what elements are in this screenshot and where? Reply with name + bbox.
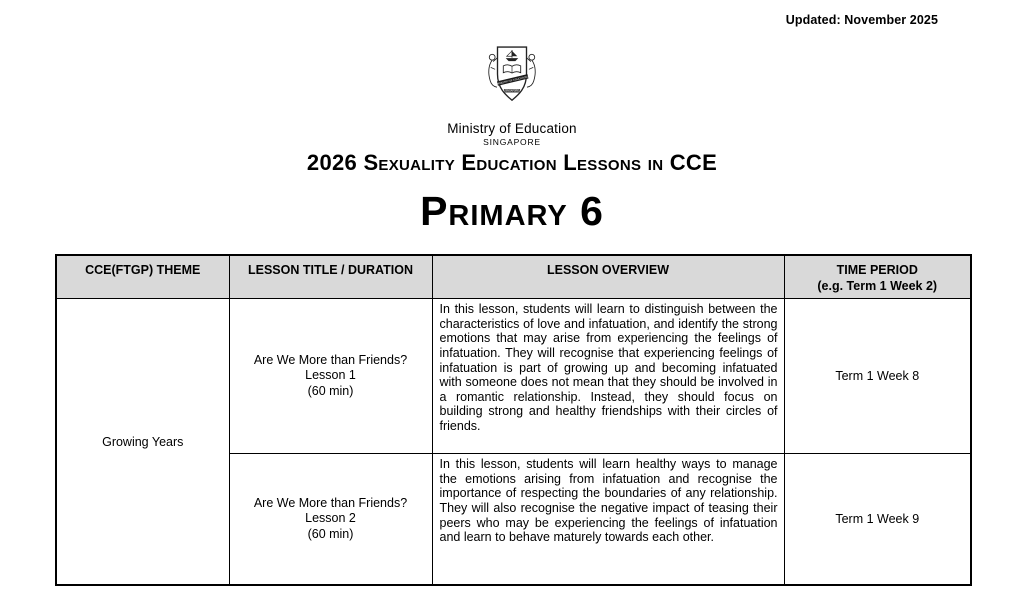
- table-header-row: [56, 255, 971, 299]
- document-subtitle: Primary 6: [420, 188, 604, 234]
- header-time-period-line2: (e.g. Term 1 Week 2): [817, 278, 938, 293]
- lesson-duration: (60 min): [307, 384, 354, 399]
- country-name: SINGAPORE: [483, 136, 541, 147]
- lesson-title-cell: [229, 299, 432, 454]
- header-theme: CCE(FTGP) THEME: [56, 255, 229, 299]
- lesson-title-cell: [229, 454, 432, 585]
- table-row: [56, 299, 971, 454]
- lesson-overview-cell: In this lesson, students will learn to distinguish between the characteristics of love and infatuation, and identify the strong emotions that may arise from experiencing the feelings of infatuation. They will recognise that experiencing feelings of infatuation is part of growing up and becoming infatuated with someone does not mean that they should be involved in a romantic relationship. Instead, they should focus on building strong and healthy friendships with their circles of friends.: [432, 299, 784, 454]
- svg-text:MINISTRY OF EDUCATION: MINISTRY OF EDUCATION: [496, 75, 528, 86]
- lessons-table: [55, 254, 972, 586]
- lesson-title: Are We More than Friends?: [253, 495, 408, 510]
- header-time-period-line1: TIME PERIOD: [836, 263, 918, 277]
- header-lesson-title: LESSON TITLE / DURATION: [229, 255, 432, 299]
- lesson-number: Lesson 1: [305, 368, 356, 383]
- time-period-cell: Term 1 Week 9: [784, 454, 971, 585]
- lesson-title: Are We More than Friends?: [253, 352, 408, 367]
- document-title: 2026 Sexuality Education Lessons in CCE: [306, 150, 718, 175]
- lesson-overview-cell: In this lesson, students will learn healthy ways to manage the emotions arising from infatuation and recognise the importance of respecting the boundaries of any relationship. They will also recognise the negative impact of teasing their peers who may be experiencing the feelings of infatuation and learn to behave maturely towards each other.: [432, 454, 784, 585]
- header-lesson-overview: LESSON OVERVIEW: [432, 255, 784, 299]
- lesson-number: Lesson 2: [305, 511, 356, 526]
- crest-block: [0, 42, 1024, 146]
- lesson-duration: (60 min): [307, 526, 354, 541]
- theme-cell: Growing Years: [56, 299, 229, 585]
- header-time-period: [784, 255, 971, 299]
- moe-crest-icon: [483, 42, 541, 114]
- ministry-name: Ministry of Education: [447, 121, 577, 136]
- updated-note: Updated: November 2025: [785, 13, 938, 27]
- time-period-cell: Term 1 Week 8: [784, 299, 971, 454]
- svg-text:SINGAPORE: SINGAPORE: [505, 90, 519, 93]
